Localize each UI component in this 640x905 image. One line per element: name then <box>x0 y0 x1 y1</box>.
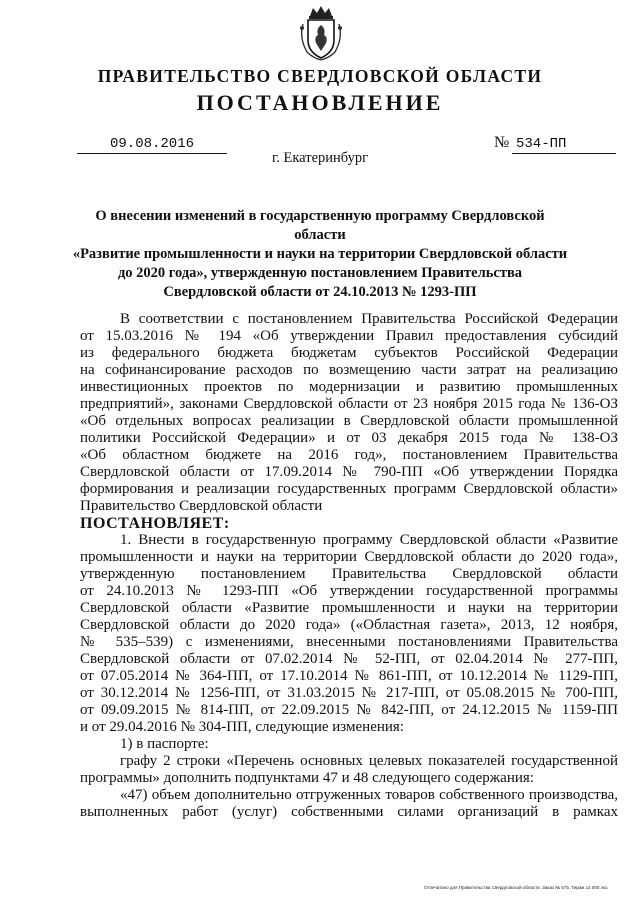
document-number: 534-ПП <box>512 136 616 154</box>
body-line: В соответствии с постановлением Правительства Российской Федерации <box>120 311 618 327</box>
body-line: формирования и реализации государственных программ Свердловской области» <box>80 481 618 497</box>
body-line: от 15.03.2016 № 194 «Об утверждении Правил предоставления субсидий <box>80 328 618 344</box>
body-line: от 24.10.2013 № 1293-ПП «Об утверждении государственной программы <box>80 583 618 599</box>
body-line: политики Российской Федерации» и от 03 декабря 2015 года № 138-ОЗ <box>80 430 618 446</box>
body-line: от 07.05.2014 № 364-ПП, от 17.10.2014 № 861-ПП, от 10.12.2014 № 1129-ПП, <box>80 668 618 684</box>
print-footer: Отпечатано для Правительства Свердловской области. Заказ № 575. Тираж 14 000 экз. <box>424 885 609 890</box>
body-line: «Об отдельных вопросах реализации в Свердловской области промышленной <box>80 413 618 429</box>
title-line: О внесении изменений в государственную программу Свердловской области <box>95 208 545 243</box>
body-line: «47) объем дополнительно отгруженных товаров собственного производства, <box>120 787 618 803</box>
body-line: графу 2 строки «Перечень основных целевых показателей государственной <box>120 753 618 769</box>
body-line: «Об областном бюджете на 2016 год», постановлением Правительства <box>80 447 618 463</box>
body-line: 1) в паспорте: <box>120 736 209 752</box>
coat-of-arms-icon <box>297 4 345 62</box>
body-line: и от 29.04.2016 № 304-ПП, следующие изменения: <box>80 719 404 735</box>
body-line: Правительство Свердловской области <box>80 498 323 514</box>
body-line: на софинансирование расходов по возмещению части затрат на реализацию <box>80 362 618 378</box>
body-line: программы» дополнить подпунктами 47 и 48 следующего содержания: <box>80 770 534 786</box>
body-line: от 09.09.2015 № 814-ПП, от 22.09.2015 № 842-ПП, от 24.12.2015 № 1159-ПП <box>80 702 618 718</box>
body-line: промышленности и науки на территории Свердловской области до 2020 года», <box>80 549 618 565</box>
title-line: «Развитие промышленности и науки на территории Свердловской области <box>72 246 568 262</box>
decree-word: ПОСТАНОВЛЯЕТ: <box>80 515 230 532</box>
body-line: утвержденную постановлением Правительства Свердловской области <box>80 566 618 582</box>
body-line: Свердловской области «Развитие промышленности и науки на территории <box>80 600 618 616</box>
document-body <box>80 311 618 821</box>
body-line: Свердловской области от 07.02.2014 № 52-ПП, от 02.04.2014 № 277-ПП, <box>80 651 618 667</box>
number-label: № <box>494 134 510 151</box>
title-line: Свердловской области от 24.10.2013 № 1293-ПП <box>163 284 477 300</box>
body-line: Свердловской области до 2020 года» («Областная газета», 2013, 12 ноября, <box>80 617 618 633</box>
body-line: инвестиционных проектов по модернизации и развитию промышленных <box>80 379 618 395</box>
city: г. Екатеринбург <box>271 150 369 166</box>
body-line: № 535–539) с изменениями, внесенными постановлениями Правительства <box>80 634 618 650</box>
body-line: выполненных работ (услуг) собственными силами организаций в рамках <box>80 804 618 820</box>
body-line: предприятий», законами Свердловской области от 23 ноября 2015 года № 136-ОЗ <box>80 396 618 412</box>
body-line: от 30.12.2014 № 1256-ПП, от 31.03.2015 № 217-ПП, от 05.08.2015 № 700-ПП, <box>80 685 618 701</box>
title-line: до 2020 года», утвержденную постановлением Правительства <box>117 265 523 281</box>
document-title <box>70 207 570 302</box>
body-line: из федерального бюджета бюджетам субъектов Российской Федерации <box>80 345 618 361</box>
document-date: 09.08.2016 <box>77 136 227 154</box>
body-line: 1. Внести в государственную программу Свердловской области «Развитие <box>120 532 618 548</box>
document-type: ПОСТАНОВЛЕНИЕ <box>196 90 444 115</box>
government-name: ПРАВИТЕЛЬСТВО СВЕРДЛОВСКОЙ ОБЛАСТИ <box>97 66 543 86</box>
body-line: Свердловской области от 17.09.2014 № 790-ПП «Об утверждении Порядка <box>80 464 618 480</box>
